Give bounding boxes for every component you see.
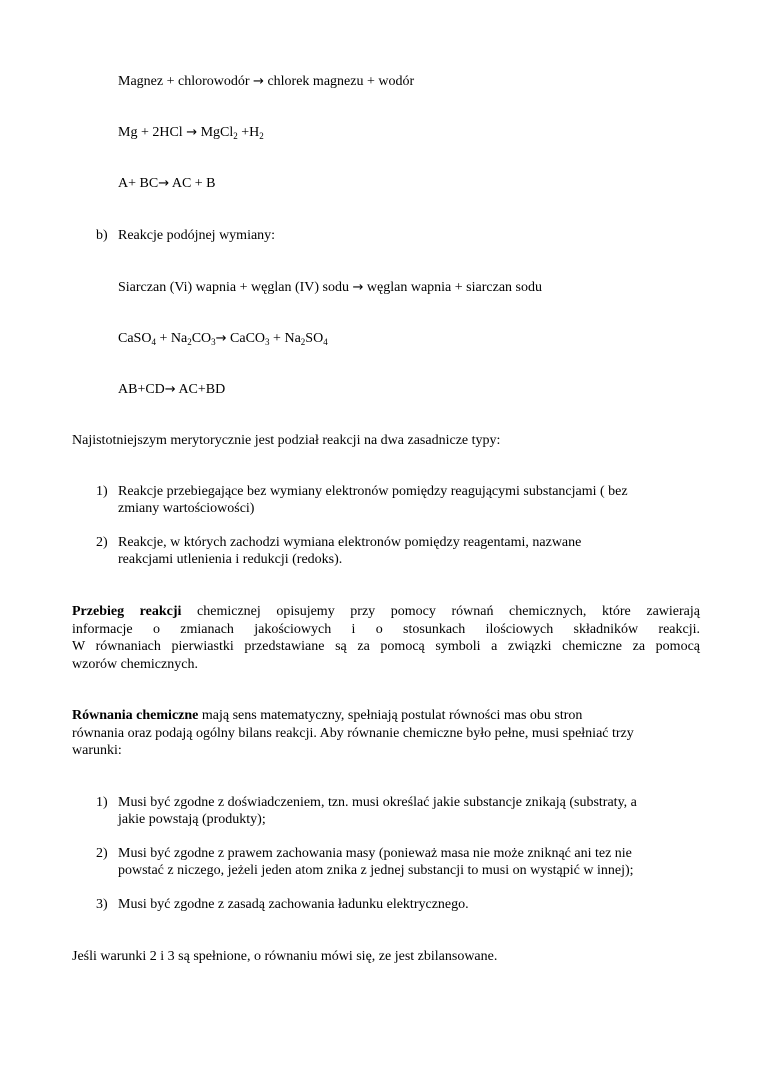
closing-statement: Jeśli warunki 2 i 3 są spełnione, o równaniu mówi się, ze jest zbilansowane. — [72, 949, 498, 964]
list-item: zmiany wartościowości) — [118, 501, 255, 516]
arrow-icon: → — [164, 382, 176, 397]
formula-equation-single: Mg + 2HCl → MgCl$_2$ $+H_2$ — [118, 125, 264, 141]
section-b-title: Reakcje podójnej wymiany: — [118, 228, 276, 243]
arrow-icon: → — [158, 176, 170, 191]
list-item: Musi być zgodne z zasadą zachowania ładunku elektrycznego. — [118, 897, 469, 912]
list-item: powstać z niczego, jeżeli jeden atom znika z jednej substancji to musi on wystąpić w innej); — [118, 863, 634, 878]
arrow-icon: → — [215, 331, 227, 346]
division-intro: Najistotniejszym merytorycznie jest podział reakcji na dwa zasadnicze typy: — [72, 433, 501, 448]
word-equation-double: Siarczan (Vi) wapnia + węglan (IV) sodu → węglan wapnia + siarczan sodu — [118, 280, 542, 295]
arrow-icon: → — [352, 280, 364, 295]
list-marker: 1) — [96, 795, 108, 810]
paragraph-przebieg: Przebieg reakcji chemicznej opisujemy przy pomocy równań chemicznych, które zawierają informacje o zmianach jakościowych i o stosunkach ilościowych składników reakcji. W równaniach pierwiastki przedstawiane są za pomocą symboli a związki chemiczne za pomocą wzorów chemicznych. — [72, 604, 700, 672]
list-marker: b) — [96, 228, 108, 243]
arrow-icon: → — [186, 125, 198, 140]
list-item: jakie powstają (produkty); — [118, 812, 266, 827]
general-equation-double: AB+CD→ AC+BD — [118, 382, 226, 397]
arrow-icon: → — [253, 74, 264, 89]
list-marker: 2) — [96, 846, 108, 861]
general-equation-single: A+ BC→ AC + B — [118, 176, 216, 191]
paragraph-rownania: Równania chemiczne mają sens matematyczny, spełniają postulat równości mas obu stron równania oraz podają ogólny bilans reakcji. Aby równanie chemiczne było pełne, musi spełniać trzy warunki: — [72, 708, 634, 758]
list-item: Reakcje, w których zachodzi wymiana elektronów pomiędzy reagentami, nazwane — [118, 535, 582, 550]
list-marker: 1) — [96, 484, 108, 499]
word-equation-single: Magnez + chlorowodór → chlorek magnezu + wodór — [118, 74, 415, 89]
list-marker: 2) — [96, 535, 108, 550]
list-item: Musi być zgodne z doświadczeniem, tzn. musi określać jakie substancje znikają (substraty, a — [118, 795, 637, 810]
list-marker: 3) — [96, 897, 108, 912]
list-item: Reakcje przebiegające bez wymiany elektronów pomiędzy reagującymi substancjami ( bez — [118, 484, 628, 499]
formula-equation-double: CaSO$_4$ + $Na_2CO_3\to$ CaCO$_3$ + $Na_2SO_4$ — [118, 331, 328, 347]
list-item: Musi być zgodne z prawem zachowania masy (ponieważ masa nie może zniknąć ani tez nie — [118, 846, 632, 861]
list-item: reakcjami utlenienia i redukcji (redoks). — [118, 552, 343, 567]
